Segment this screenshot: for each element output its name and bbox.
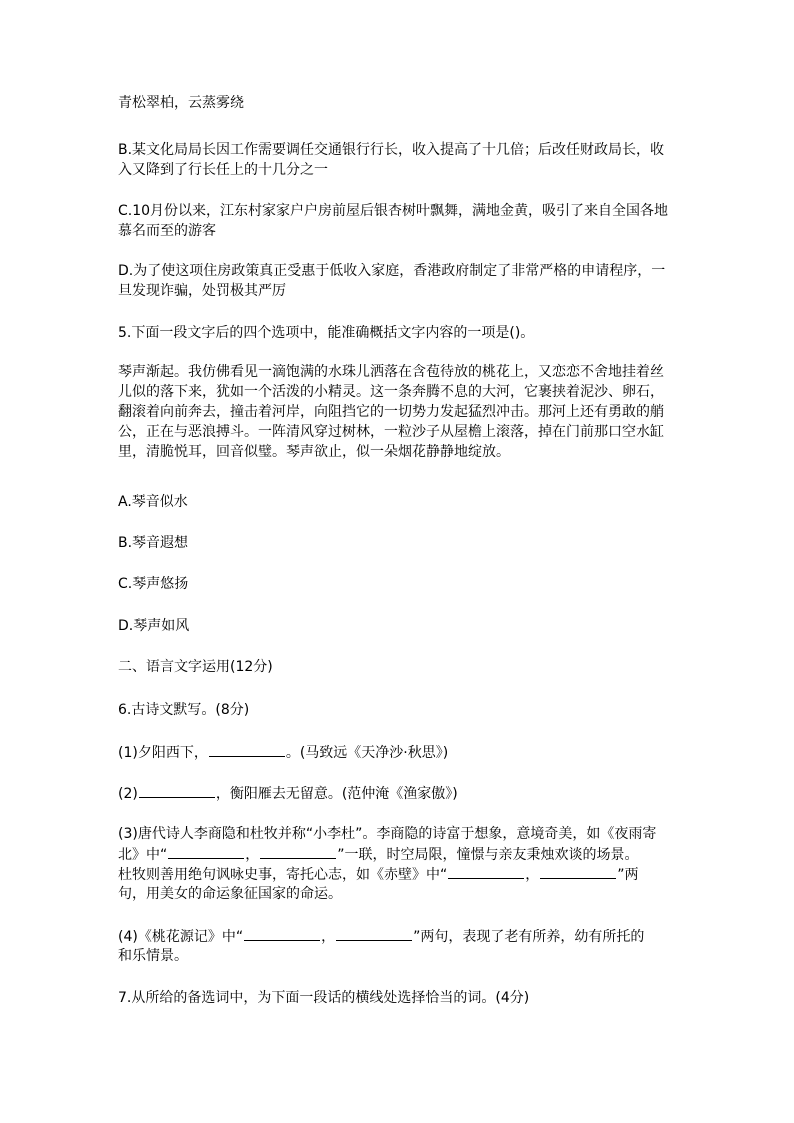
text: 北》中“ [118, 847, 168, 863]
text-line: 6.古诗文默写。(8分) [118, 702, 250, 718]
fill-blank[interactable] [448, 864, 524, 879]
option-a-continuation [118, 93, 688, 113]
q6-item-1 [118, 742, 688, 762]
fill-blank[interactable] [244, 926, 320, 941]
text-line: B.琴音遐想 [118, 535, 189, 551]
question-7-stem [118, 988, 688, 1008]
text: ， [245, 847, 260, 863]
text: ，衡阳雁去无留意。(范仲淹《渔家傲》) [215, 786, 458, 802]
question-6-stem [118, 700, 688, 720]
text: ”两 [617, 867, 639, 883]
option-c [118, 201, 688, 241]
text-line: D.为了使这项住房政策真正受惠于低收入家庭，香港政府制定了非常严格的申请程序，一 [118, 263, 666, 279]
text-line: 里，清脆悦耳，回音似璧。琴声欲止，似一朵烟花静静地绽放。 [118, 444, 510, 460]
question-5-passage [118, 362, 688, 462]
text-line: 儿似的落下来，犹如一个活泼的小精灵。这一条奔腾不息的大河，它裹挟着泥沙、卵石， [118, 384, 664, 400]
text: ”两句，表现了老有所养，幼有所托的 [413, 929, 645, 945]
q5-option-a [118, 492, 688, 512]
text: ， [525, 867, 540, 883]
text-line: D.琴声如风 [118, 618, 190, 634]
text-line: C.10月份以来，江东村家家户户房前屋后银杏树叶飘舞，满地金黄，吸引了来自全国各地 [118, 203, 669, 219]
text: 。(马致远《天净沙·秋思》) [285, 745, 449, 761]
text-line: 旦发现诈骗，处罚极其严厉 [118, 283, 286, 299]
text-line: 和乐情景。 [118, 948, 188, 964]
text: ”一联，时空局限，憧憬与亲友秉烛欢谈的场景。 [337, 847, 639, 863]
text-line: 慕名而至的游客 [118, 223, 216, 239]
q6-item-2 [118, 783, 688, 803]
fill-blank[interactable] [540, 864, 616, 879]
text-line: 5.下面一段文字后的四个选项中，能准确概括文字内容的一项是()。 [118, 325, 535, 341]
text-line: 青松翠柏，云蒸雾绕 [118, 95, 244, 111]
text-line: 琴声渐起。我仿佛看见一滴饱满的水珠儿洒落在含苞待放的桃花上，又恋恋不舍地挂着丝 [118, 364, 664, 380]
q5-option-b [118, 533, 688, 553]
fill-blank[interactable] [168, 844, 244, 859]
text: ， [321, 929, 336, 945]
q6-item-4 [118, 926, 688, 966]
question-5-stem [118, 323, 688, 343]
text-line: A.琴音似水 [118, 494, 188, 510]
fill-blank[interactable] [209, 742, 285, 757]
fill-blank[interactable] [139, 783, 215, 798]
text-line: 公，正在与恶浪搏斗。一阵清风穿过树林，一粒沙子从屋檐上滚落，掉在门前那口空水缸 [118, 424, 664, 440]
text-line: C.琴声悠扬 [118, 576, 189, 592]
text-line: 7.从所给的备选词中，为下面一段话的横线处选择恰当的词。(4分) [118, 990, 530, 1006]
text-line: 入又降到了行长任上的十几分之一 [118, 162, 328, 178]
q6-item-3 [118, 824, 688, 904]
text: (4)《桃花源记》中“ [118, 929, 244, 945]
text-line: 句，用美女的命运象征国家的命运。 [118, 886, 342, 902]
text-line: 翻滚着向前奔去，撞击着河岸，向阻挡它的一切势力发起猛烈冲击。那河上还有勇敢的艄 [118, 404, 664, 420]
text: (1)夕阳西下， [118, 745, 208, 761]
fill-blank[interactable] [336, 926, 412, 941]
fill-blank[interactable] [260, 844, 336, 859]
q5-option-c [118, 574, 688, 594]
option-d [118, 261, 688, 301]
text: (2) [118, 786, 138, 802]
option-b [118, 140, 688, 180]
text-line: B.某文化局局长因工作需要调任交通银行行长，收入提高了十几倍；后改任财政局长，收 [118, 142, 665, 158]
text-line: 二、语言文字运用(12分) [118, 659, 273, 675]
text: 杜牧则善用绝句讽咏史事，寄托心志，如《赤壁》中“ [118, 867, 448, 883]
q5-option-d [118, 616, 688, 636]
text-line: (3)唐代诗人李商隐和杜牧并称“小李杜”。李商隐的诗富于想象，意境奇美，如《夜雨寄 [118, 826, 657, 842]
section-heading [118, 657, 688, 677]
